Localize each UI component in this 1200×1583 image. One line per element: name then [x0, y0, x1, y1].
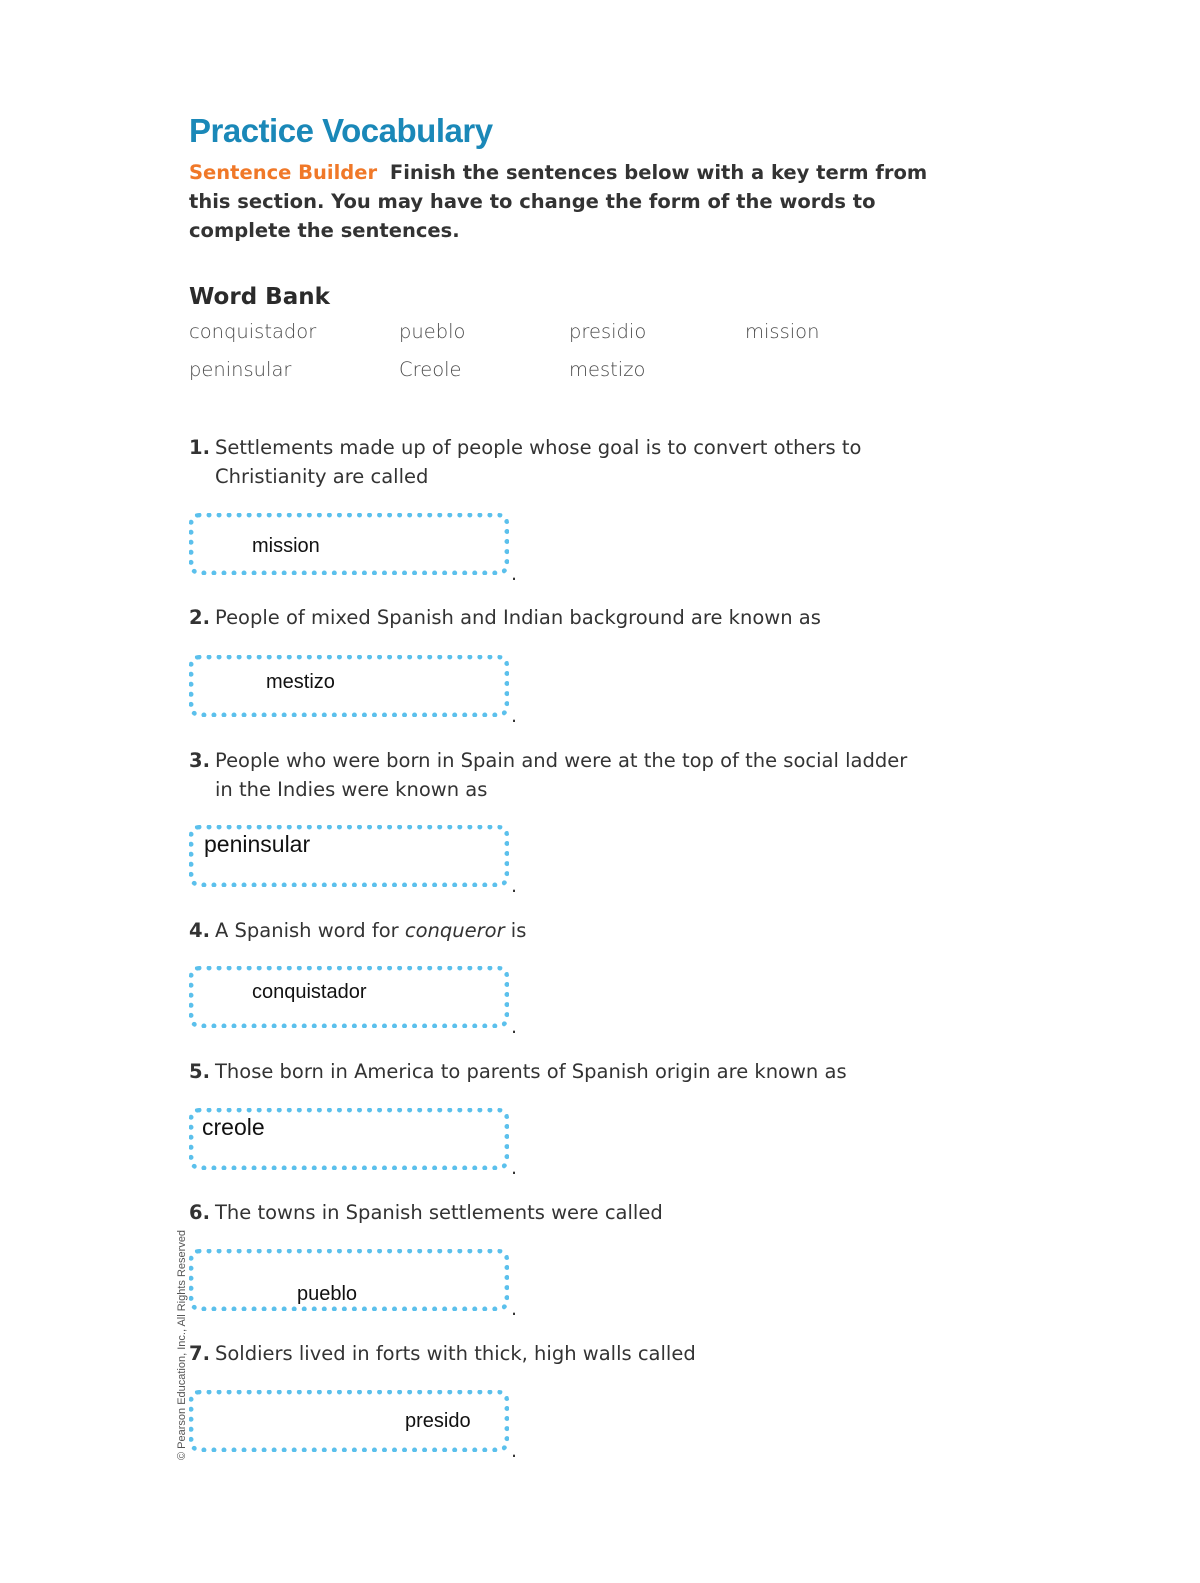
word-bank-title: Word Bank: [189, 284, 330, 310]
word-bank-item: mission: [745, 320, 820, 343]
period: .: [511, 875, 518, 897]
question-2: [189, 603, 949, 632]
question-text: Settlements made up of people whose goal is to convert others to: [215, 436, 862, 459]
copyright-notice: © Pearson Education, Inc., All Rights Reserved: [176, 1229, 188, 1460]
question-number: 3.: [189, 749, 210, 772]
question-number: 7.: [189, 1342, 210, 1365]
period: .: [511, 1440, 518, 1462]
answer-5[interactable]: creole: [202, 1114, 265, 1140]
question-1: [189, 433, 949, 491]
question-7: [189, 1339, 949, 1368]
question-text-line2: in the Indies were known as: [215, 778, 488, 801]
period: .: [511, 1157, 518, 1179]
answer-1[interactable]: mission: [252, 535, 320, 557]
word-bank-item: pueblo: [399, 320, 466, 343]
word-bank-item: Creole: [399, 358, 462, 381]
question-term: conqueror: [404, 919, 505, 942]
answer-box-2[interactable]: [189, 655, 509, 717]
question-text: is: [504, 919, 527, 942]
question-3: [189, 746, 949, 804]
word-bank-item: presidio: [569, 320, 647, 343]
question-number: 4.: [189, 919, 210, 942]
question-number: 5.: [189, 1060, 210, 1083]
question-5: [189, 1057, 949, 1086]
question-text: The towns in Spanish settlements were called: [215, 1201, 663, 1224]
answer-2[interactable]: mestizo: [266, 671, 335, 693]
question-text: A Spanish word for: [215, 919, 405, 942]
question-4: [189, 916, 949, 945]
answer-4[interactable]: conquistador: [252, 981, 367, 1003]
page-title: Practice Vocabulary: [189, 112, 493, 149]
period: .: [511, 1298, 518, 1320]
question-text: Those born in America to parents of Spanish origin are known as: [215, 1060, 847, 1083]
period: .: [511, 705, 518, 727]
instructions: [189, 158, 949, 245]
period: .: [511, 1016, 518, 1038]
question-number: 6.: [189, 1201, 210, 1224]
answer-7[interactable]: presido: [405, 1410, 471, 1432]
question-number: 1.: [189, 436, 210, 459]
period: .: [511, 563, 518, 585]
question-text: People who were born in Spain and were at the top of the social ladder: [215, 749, 908, 772]
instructions-label: Sentence Builder: [189, 161, 378, 184]
question-number: 2.: [189, 606, 210, 629]
question-text: People of mixed Spanish and Indian background are known as: [215, 606, 821, 629]
question-6: [189, 1198, 949, 1227]
question-text-line2: Christianity are called: [215, 465, 429, 488]
word-bank-item: peninsular: [189, 358, 292, 381]
instructions-text: Finish the sentences below with a key term from this section. You may have to change the form of the words to complete the sentences.: [189, 161, 928, 242]
answer-box-1[interactable]: [189, 513, 509, 575]
answer-3[interactable]: peninsular: [204, 831, 311, 857]
question-text: Soldiers lived in forts with thick, high walls called: [215, 1342, 696, 1365]
answer-6[interactable]: pueblo: [297, 1283, 358, 1305]
word-bank-item: mestizo: [569, 358, 646, 381]
word-bank-item: conquistador: [189, 320, 317, 343]
